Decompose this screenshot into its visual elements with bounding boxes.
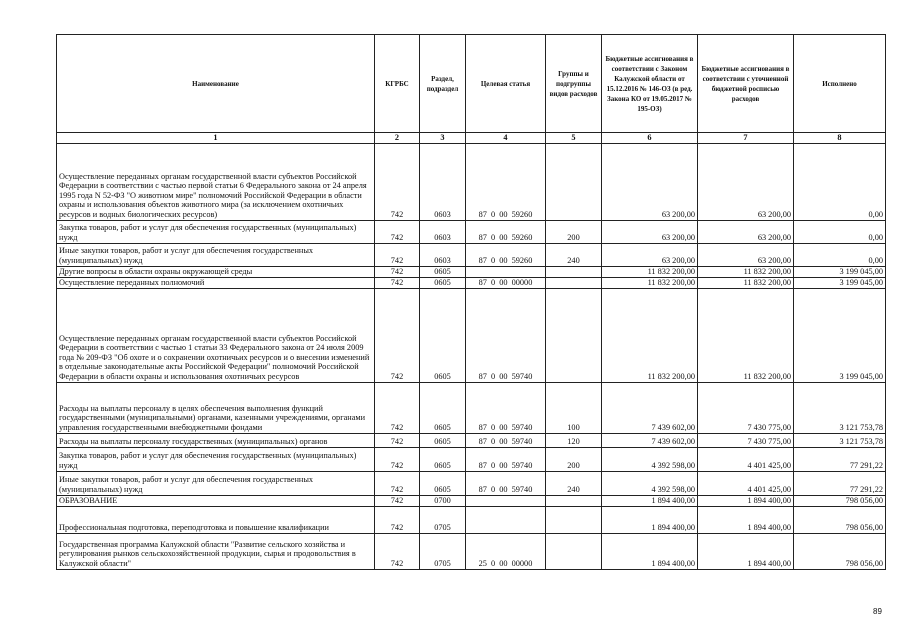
cell-refined-allocation: 63 200,00 bbox=[698, 243, 794, 266]
cell-refined-allocation: 11 832 200,00 bbox=[698, 277, 794, 288]
table-row bbox=[57, 471, 886, 495]
header-section: Раздел, подраздел bbox=[420, 35, 466, 133]
cell-law-allocation: 11 832 200,00 bbox=[602, 277, 698, 288]
cell-kgrbs: 742 bbox=[375, 533, 420, 569]
cell-article bbox=[466, 506, 546, 533]
table-row bbox=[57, 495, 886, 506]
table-row bbox=[57, 533, 886, 569]
cell-kgrbs: 742 bbox=[375, 495, 420, 506]
cell-section: 0605 bbox=[420, 288, 466, 382]
cell-name: Закупка товаров, работ и услуг для обеспечения государственных (муниципальных) нужд bbox=[57, 220, 375, 243]
cell-kgrbs: 742 bbox=[375, 433, 420, 447]
cell-executed: 0,00 bbox=[794, 220, 886, 243]
header-law: Бюджетные ассигнования в соответствии с Законом Калужской области от 15.12.2016 № 146-ОЗ (в ред. Закона КО от 19.05.2017 № 195-ОЗ) bbox=[602, 35, 698, 133]
cell-article: 87 0 00 59260 bbox=[466, 220, 546, 243]
cell-article bbox=[466, 495, 546, 506]
cell-group bbox=[546, 506, 602, 533]
cell-group: 200 bbox=[546, 220, 602, 243]
header-kgrbs: КГРБС bbox=[375, 35, 420, 133]
cell-group bbox=[546, 495, 602, 506]
cell-group bbox=[546, 266, 602, 277]
cell-name: Расходы на выплаты персоналу государственных (муниципальных) органов bbox=[57, 433, 375, 447]
cell-group bbox=[546, 277, 602, 288]
cell-name: Расходы на выплаты персоналу в целях обеспечения выполнения функций государственными (муниципальными) органами, казенными учреждениями, органами управления государственными внебюджетными фондами bbox=[57, 382, 375, 433]
header-group: Группы и подгруппы видов расходов bbox=[546, 35, 602, 133]
table-row bbox=[57, 288, 886, 382]
cell-section: 0605 bbox=[420, 471, 466, 495]
cell-executed: 3 199 045,00 bbox=[794, 277, 886, 288]
cell-article: 87 0 00 59260 bbox=[466, 143, 546, 220]
cell-section: 0605 bbox=[420, 382, 466, 433]
cell-executed: 3 121 753,78 bbox=[794, 433, 886, 447]
cell-name: Профессиональная подготовка, переподготовка и повышение квалификации bbox=[57, 506, 375, 533]
column-number: 5 bbox=[546, 133, 602, 144]
cell-section: 0705 bbox=[420, 506, 466, 533]
cell-executed: 77 291,22 bbox=[794, 447, 886, 471]
cell-executed: 3 199 045,00 bbox=[794, 288, 886, 382]
cell-executed: 0,00 bbox=[794, 143, 886, 220]
cell-law-allocation: 1 894 400,00 bbox=[602, 506, 698, 533]
cell-name: Иные закупки товаров, работ и услуг для обеспечения государственных (муниципальных) нужд bbox=[57, 243, 375, 266]
cell-kgrbs: 742 bbox=[375, 288, 420, 382]
header-row bbox=[57, 35, 886, 133]
cell-executed: 3 199 045,00 bbox=[794, 266, 886, 277]
page-number: 89 bbox=[873, 607, 882, 616]
cell-group bbox=[546, 143, 602, 220]
table-body bbox=[57, 143, 886, 569]
cell-kgrbs: 742 bbox=[375, 220, 420, 243]
cell-law-allocation: 7 439 602,00 bbox=[602, 382, 698, 433]
cell-refined-allocation: 63 200,00 bbox=[698, 220, 794, 243]
header-article: Целевая статья bbox=[466, 35, 546, 133]
header-refined: Бюджетные ассигнования в соответствии с уточненной бюджетной росписью расходов bbox=[698, 35, 794, 133]
cell-refined-allocation: 7 430 775,00 bbox=[698, 433, 794, 447]
table-row bbox=[57, 266, 886, 277]
cell-law-allocation: 4 392 598,00 bbox=[602, 471, 698, 495]
cell-law-allocation: 1 894 400,00 bbox=[602, 495, 698, 506]
cell-refined-allocation: 4 401 425,00 bbox=[698, 471, 794, 495]
cell-executed: 0,00 bbox=[794, 243, 886, 266]
cell-kgrbs: 742 bbox=[375, 243, 420, 266]
cell-law-allocation: 1 894 400,00 bbox=[602, 533, 698, 569]
cell-kgrbs: 742 bbox=[375, 277, 420, 288]
cell-executed: 798 056,00 bbox=[794, 533, 886, 569]
table-row bbox=[57, 433, 886, 447]
cell-executed: 798 056,00 bbox=[794, 495, 886, 506]
header-name: Наименование bbox=[57, 35, 375, 133]
cell-law-allocation: 4 392 598,00 bbox=[602, 447, 698, 471]
table-row bbox=[57, 220, 886, 243]
column-number: 8 bbox=[794, 133, 886, 144]
cell-kgrbs: 742 bbox=[375, 506, 420, 533]
cell-section: 0700 bbox=[420, 495, 466, 506]
cell-group: 100 bbox=[546, 382, 602, 433]
cell-article: 87 0 00 59740 bbox=[466, 288, 546, 382]
cell-name: Другие вопросы в области охраны окружающей среды bbox=[57, 266, 375, 277]
cell-refined-allocation: 11 832 200,00 bbox=[698, 288, 794, 382]
column-number-row bbox=[57, 133, 886, 144]
cell-section: 0603 bbox=[420, 220, 466, 243]
table-row bbox=[57, 382, 886, 433]
cell-article: 87 0 00 59740 bbox=[466, 447, 546, 471]
cell-group: 120 bbox=[546, 433, 602, 447]
cell-name: Осуществление переданных органам государственной власти субъектов Российской Федерации в соответствии с частью 1 статьи 33 Федерального закона от 24 июля 2009 года № 209-ФЗ "Об охоте и о сохранении охотничьих ресурсов и о внесении изменений в отдельные законодательные акты Российской Федерации" полномочий Российской Федерации в области охраны и использования охотничьих ресурсов bbox=[57, 288, 375, 382]
cell-refined-allocation: 11 832 200,00 bbox=[698, 266, 794, 277]
cell-executed: 3 121 753,78 bbox=[794, 382, 886, 433]
table-row bbox=[57, 243, 886, 266]
cell-article bbox=[466, 266, 546, 277]
table-row bbox=[57, 143, 886, 220]
cell-group: 200 bbox=[546, 447, 602, 471]
cell-kgrbs: 742 bbox=[375, 143, 420, 220]
cell-law-allocation: 63 200,00 bbox=[602, 220, 698, 243]
budget-table bbox=[56, 34, 886, 570]
cell-group bbox=[546, 288, 602, 382]
cell-refined-allocation: 63 200,00 bbox=[698, 143, 794, 220]
cell-kgrbs: 742 bbox=[375, 447, 420, 471]
cell-name: Осуществление переданных органам государственной власти субъектов Российской Федерации в соответствии с частью первой статьи 6 Федерального закона от 24 апреля 1995 года N 52-ФЗ "О животном мире" полномочий Российской Федерации в области охраны и использования объектов животного мира (за исключением охотничьих ресурсов и водных биологических ресурсов) bbox=[57, 143, 375, 220]
cell-kgrbs: 742 bbox=[375, 471, 420, 495]
cell-section: 0705 bbox=[420, 533, 466, 569]
cell-section: 0605 bbox=[420, 277, 466, 288]
cell-law-allocation: 63 200,00 bbox=[602, 143, 698, 220]
cell-article: 87 0 00 00000 bbox=[466, 277, 546, 288]
column-number: 2 bbox=[375, 133, 420, 144]
table-row bbox=[57, 506, 886, 533]
cell-article: 87 0 00 59740 bbox=[466, 471, 546, 495]
cell-section: 0605 bbox=[420, 447, 466, 471]
table-row bbox=[57, 277, 886, 288]
cell-refined-allocation: 1 894 400,00 bbox=[698, 533, 794, 569]
cell-group: 240 bbox=[546, 243, 602, 266]
cell-kgrbs: 742 bbox=[375, 266, 420, 277]
cell-section: 0603 bbox=[420, 243, 466, 266]
column-number: 3 bbox=[420, 133, 466, 144]
cell-article: 25 0 00 00000 bbox=[466, 533, 546, 569]
cell-executed: 77 291,22 bbox=[794, 471, 886, 495]
cell-article: 87 0 00 59260 bbox=[466, 243, 546, 266]
table-row bbox=[57, 447, 886, 471]
cell-refined-allocation: 1 894 400,00 bbox=[698, 506, 794, 533]
cell-refined-allocation: 1 894 400,00 bbox=[698, 495, 794, 506]
cell-section: 0605 bbox=[420, 266, 466, 277]
column-number: 6 bbox=[602, 133, 698, 144]
cell-name: Иные закупки товаров, работ и услуг для обеспечения государственных (муниципальных) нужд bbox=[57, 471, 375, 495]
cell-name: Государственная программа Калужской области "Развитие сельского хозяйства и регулирования рынков сельскохозяйственной продукции, сырья и продовольствия в Калужской области" bbox=[57, 533, 375, 569]
cell-group bbox=[546, 533, 602, 569]
cell-name: Закупка товаров, работ и услуг для обеспечения государственных (муниципальных) нужд bbox=[57, 447, 375, 471]
cell-group: 240 bbox=[546, 471, 602, 495]
header-executed: Исполнено bbox=[794, 35, 886, 133]
column-number: 1 bbox=[57, 133, 375, 144]
cell-name: Осуществление переданных полномочий bbox=[57, 277, 375, 288]
cell-law-allocation: 7 439 602,00 bbox=[602, 433, 698, 447]
cell-law-allocation: 11 832 200,00 bbox=[602, 288, 698, 382]
cell-refined-allocation: 7 430 775,00 bbox=[698, 382, 794, 433]
column-number: 7 bbox=[698, 133, 794, 144]
cell-kgrbs: 742 bbox=[375, 382, 420, 433]
cell-executed: 798 056,00 bbox=[794, 506, 886, 533]
cell-law-allocation: 11 832 200,00 bbox=[602, 266, 698, 277]
cell-law-allocation: 63 200,00 bbox=[602, 243, 698, 266]
cell-article: 87 0 00 59740 bbox=[466, 433, 546, 447]
cell-name: ОБРАЗОВАНИЕ bbox=[57, 495, 375, 506]
column-number: 4 bbox=[466, 133, 546, 144]
cell-section: 0605 bbox=[420, 433, 466, 447]
cell-section: 0603 bbox=[420, 143, 466, 220]
cell-article: 87 0 00 59740 bbox=[466, 382, 546, 433]
cell-refined-allocation: 4 401 425,00 bbox=[698, 447, 794, 471]
